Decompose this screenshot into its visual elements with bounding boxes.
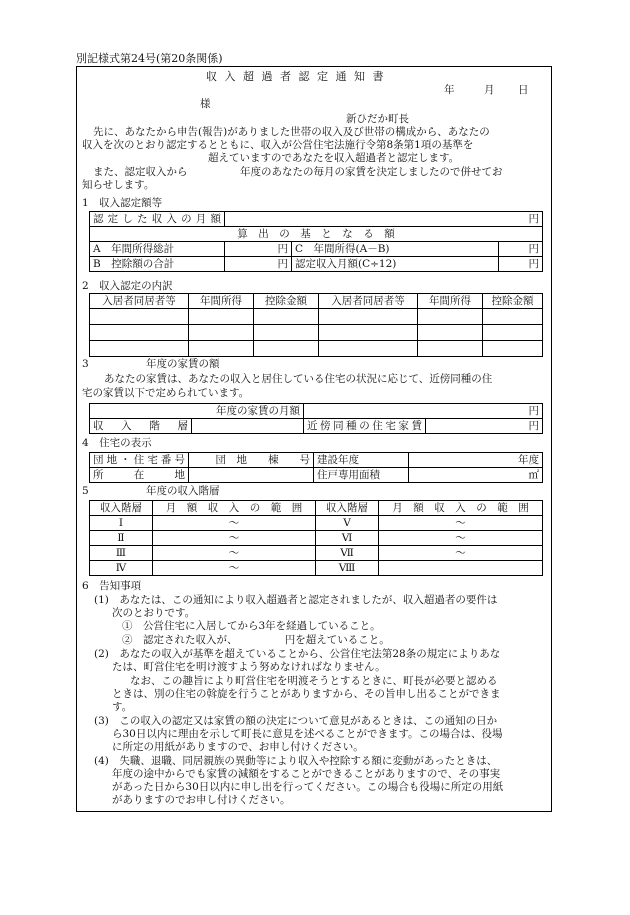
- sender-name: 新ひだか町長: [346, 113, 409, 125]
- floor-area-label: 住戸専用面積: [314, 468, 409, 483]
- section-6-heading: 6 告知事項: [82, 580, 142, 592]
- col-deduction-2: 控除金額: [483, 294, 543, 309]
- tier-4: Ⅳ: [90, 561, 153, 576]
- notice-4-line-3: があった日から30日以内に申し出を行ってください。この場合も役場に所定の用紙: [112, 781, 504, 793]
- basis-header: 算 出 の 基 と な る 額: [90, 227, 543, 242]
- col-deduction-1: 控除金額: [254, 294, 319, 309]
- tier-6-range: ～: [379, 531, 543, 546]
- tier-8-range: [379, 561, 543, 576]
- tier-8: Ⅷ: [316, 561, 379, 576]
- col-resident-2: 入居者同居者等: [319, 294, 418, 309]
- annual-income-total-yen: 円: [225, 242, 292, 257]
- tier-col-2: 収入階層: [316, 501, 379, 516]
- form-number-label: 別記様式第24号(第20条関係): [76, 52, 223, 65]
- range-col-2: 月 額 収 入 の 範 囲: [379, 501, 543, 516]
- notice-3-line-1: (3) この収入の認定又は家賃の額の決定について意見があるときは、この通知の日か: [94, 715, 498, 727]
- tier-row: [90, 546, 543, 561]
- income-breakdown-table: [89, 293, 543, 357]
- tier-4-range: ～: [153, 561, 316, 576]
- tier-2-range: ～: [153, 531, 316, 546]
- breakdown-row: [90, 341, 543, 357]
- col-annual-income-2: 年間所得: [418, 294, 483, 309]
- deduction-total-yen: 円: [225, 257, 292, 272]
- section-5-number: 5: [82, 485, 89, 497]
- intro-line-5: 知らせします。: [82, 179, 155, 191]
- notice-3-line-2: ら30日以内に理由を示して町長に意見を述べることができます。この場合は、役場: [112, 728, 503, 740]
- section-3-heading: 年度の家賃の額: [146, 358, 220, 370]
- notice-4-line-2: 年度の途中からでも家賃の減額をすることができることがありますので、その事実: [112, 768, 501, 780]
- tier-6: Ⅵ: [316, 531, 379, 546]
- range-col-1: 月 額 収 入 の 範 囲: [153, 501, 316, 516]
- address-label: 所 在 地: [90, 468, 189, 483]
- near-rent-yen: 円: [426, 419, 543, 434]
- income-amount-table: [89, 211, 543, 272]
- col-annual-income-1: 年間所得: [189, 294, 254, 309]
- annual-income-net-label: C 年間所得(A－B): [292, 242, 499, 257]
- section-3-number: 3: [82, 358, 89, 370]
- monthly-income-label: 認定した収入の月額: [90, 212, 225, 227]
- notice-4-line-4: がありますのでお申し付けください。: [112, 794, 291, 806]
- rent-text-line-2: 宅の家賃以下で定められています。: [82, 387, 250, 399]
- section-4-heading: 4 住宅の表示: [82, 437, 152, 449]
- tier-col-1: 収入階層: [90, 501, 153, 516]
- rent-monthly-yen: 円: [304, 404, 543, 419]
- construction-year-label: 建設年度: [314, 453, 409, 468]
- certified-monthly-label: 認定収入月額(C÷12): [292, 257, 499, 272]
- tier-row: [90, 531, 543, 546]
- notice-1-line-2: 次のとおりです。: [112, 607, 196, 619]
- notice-4-line-1: (4) 失職、退職、同居親族の異動等により収入や控除する額に変動があったときは、: [94, 755, 498, 767]
- annual-income-net-yen: 円: [499, 242, 543, 257]
- notice-2-line-5: す。: [112, 701, 133, 713]
- section-2-heading: 2 収入認定の内訳: [82, 280, 173, 292]
- floor-area-unit: ㎡: [409, 468, 543, 483]
- housing-number-label: 団地・住宅番号: [90, 453, 189, 468]
- date-day: 日: [518, 84, 529, 96]
- date-month: 月: [484, 84, 495, 96]
- addressee-suffix: 様: [200, 98, 211, 110]
- notice-1-item-1: ① 公営住宅に入居してから3年を経過していること。: [122, 620, 381, 632]
- annual-income-total-label: A 年間所得総計: [90, 242, 225, 257]
- document-title: 収 入 超 過 者 認 定 通 知 書: [206, 70, 386, 83]
- tier-5: Ⅴ: [316, 516, 379, 531]
- intro-line-2: 収入を次のとおり認定するとともに、収入が公営住宅法施行令第8条第1項の基準を: [82, 139, 474, 151]
- housing-table: [89, 452, 543, 483]
- rent-text-line-1: あなたの家賃は、あなたの収入と居住している住宅の状況に応じて、近傍同種の住: [104, 373, 493, 385]
- tier-row: [90, 561, 543, 576]
- tier-3: Ⅲ: [90, 546, 153, 561]
- notice-1-item-2: ② 認定された収入が、 円を超えていること。: [122, 634, 390, 646]
- intro-line-3: 超えていますのであなたを収入超過者と認定します。: [208, 152, 460, 164]
- breakdown-row: [90, 325, 543, 341]
- rent-monthly-label: 年度の家賃の月額: [90, 404, 304, 419]
- rent-table: [89, 403, 543, 434]
- housing-complex-label: 団 地 棟 号: [189, 453, 314, 468]
- income-tier-table: [89, 500, 543, 576]
- section-5-heading: 年度の収入階層: [146, 485, 220, 497]
- tier-7: Ⅶ: [316, 546, 379, 561]
- income-floor-label: 収 入 階 層: [90, 419, 192, 434]
- near-rent-label: 近傍同種の住宅家賃: [304, 419, 426, 434]
- intro-line-4: また、認定収入から 年度のあなたの毎月の家賃を決定しましたので併せてお: [93, 166, 503, 178]
- date-year: 年: [444, 84, 455, 96]
- tier-1-range: ～: [153, 516, 316, 531]
- tier-2: Ⅱ: [90, 531, 153, 546]
- tier-7-range: ～: [379, 546, 543, 561]
- intro-line-1: 先に、あなたから申告(報告)がありました世帯の収入及び世帯の構成から、あなたの: [93, 126, 490, 138]
- notice-2-line-2: たは、町営住宅を明け渡すよう努めなければなりません。: [112, 661, 386, 673]
- section-1-heading: 1 収入認定額等: [82, 197, 163, 209]
- notice-2-line-4: ときは、別の住宅の斡旋を行うことがありますから、その旨申し出ることができま: [112, 688, 501, 700]
- monthly-income-yen: 円: [225, 212, 543, 227]
- notice-1-line-1: (1) あなたは、この通知により収入超過者と認定されましたが、収入超過者の要件は: [94, 594, 498, 606]
- notice-2-line-1: (2) あなたの収入が基準を超えていることから、公営住宅法第28条の規定によりあな: [94, 648, 501, 660]
- tier-row: [90, 516, 543, 531]
- notice-2-line-3: なお、この趣旨により町営住宅を明渡そうとするときに、町長が必要と認める: [130, 675, 498, 687]
- col-resident-1: 入居者同居者等: [90, 294, 189, 309]
- tier-3-range: ～: [153, 546, 316, 561]
- deduction-total-label: B 控除額の合計: [90, 257, 225, 272]
- breakdown-row: [90, 309, 543, 325]
- notice-3-line-3: に所定の用紙がありますので、お申し付けください。: [112, 741, 364, 753]
- construction-year-unit: 年度: [409, 453, 543, 468]
- certified-monthly-yen: 円: [499, 257, 543, 272]
- tier-1: Ⅰ: [90, 516, 153, 531]
- tier-5-range: ～: [379, 516, 543, 531]
